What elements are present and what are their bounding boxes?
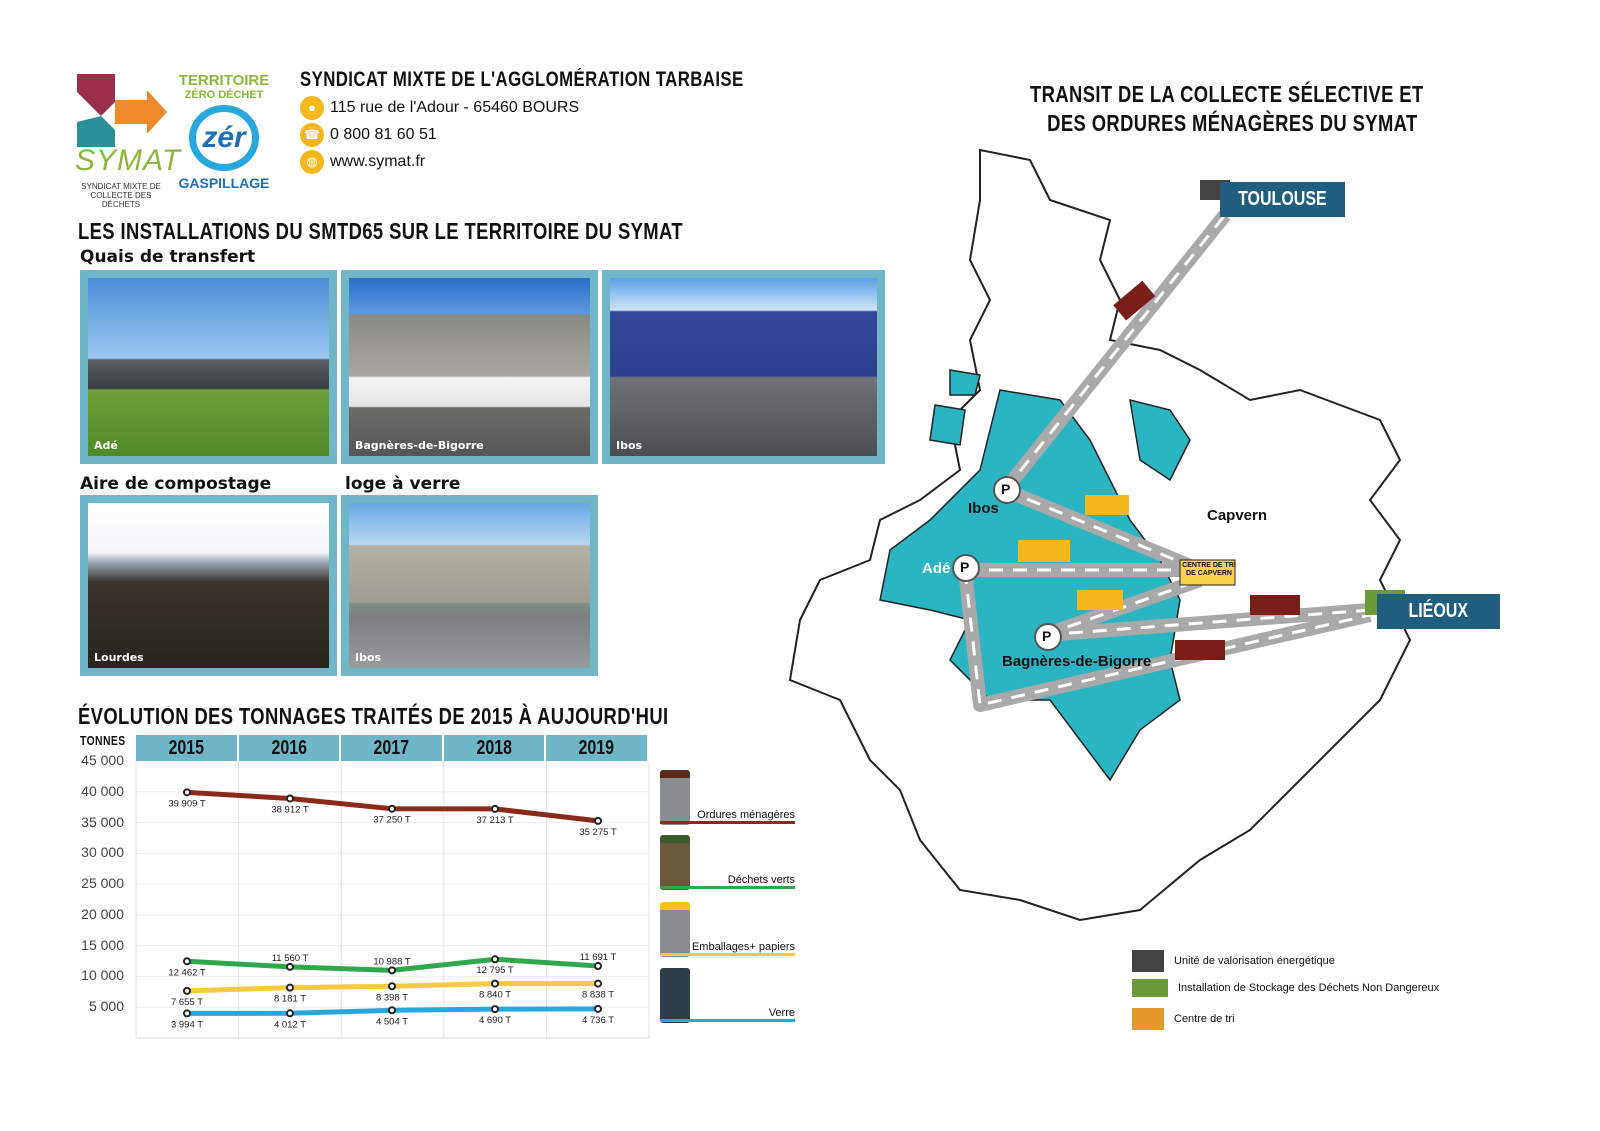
toulouse-label: TOULOUSE [1238, 188, 1327, 210]
zero-mid: ZÉRO DÉCHET [184, 89, 264, 101]
y-tick-label: 45 000 [81, 752, 124, 768]
lieoux-label: LIÉOUX [1408, 600, 1469, 622]
legend-item: Déchets verts [660, 874, 795, 889]
data-label: 8 840 T [478, 989, 512, 1001]
installations-title: LES INSTALLATIONS DU SMTD65 SUR LE TERRITOIRE DU SYMAT [78, 218, 683, 244]
y-tick-label: 10 000 [81, 967, 124, 984]
phone: 0 800 81 60 51 [330, 125, 437, 143]
legend-item: Ordures ménagères [660, 809, 795, 824]
y-tick-label: 20 000 [81, 905, 124, 922]
parking-bagneres: P [1042, 628, 1052, 644]
y-tick-label: 35 000 [81, 813, 124, 830]
data-point [184, 789, 190, 795]
zero-top: TERRITOIRE [178, 72, 270, 89]
data-point [595, 981, 601, 987]
data-label: 4 504 T [375, 1016, 409, 1028]
verre-label: loge à verre [345, 474, 461, 494]
territory-map [780, 140, 1520, 940]
zero-bottom: GASPILLAGE [178, 175, 270, 191]
sorting-center-icon [1132, 1008, 1164, 1030]
truck-icon [1250, 595, 1300, 615]
data-point [595, 963, 601, 969]
quais-label: Quais de transfert [80, 247, 256, 267]
data-point [389, 983, 395, 989]
year-label: 2017 [373, 736, 410, 759]
label-ade: Adé [922, 560, 951, 577]
legend-label: Unité de valorisation énergétique [1174, 955, 1335, 967]
map-title [1030, 80, 1424, 138]
address: 115 rue de l'Adour - 65460 BOURS [330, 98, 580, 116]
data-point [287, 985, 293, 991]
data-point [389, 967, 395, 973]
data-point [595, 1006, 601, 1012]
symat-subtitle: SYNDICAT MIXTE DE COLLECTE DES DÉCHETS [81, 182, 161, 209]
data-point [287, 1010, 293, 1016]
y-axis-label: TONNES [80, 733, 126, 748]
year-label: 2015 [168, 736, 205, 759]
data-label: 4 690 T [478, 1015, 512, 1027]
year-label: 2019 [578, 736, 615, 759]
data-point [492, 806, 498, 812]
data-label: 4 012 T [273, 1019, 307, 1031]
truck-icon [1018, 540, 1070, 562]
parking-ade: P [960, 559, 970, 575]
photo-caption: Bagnères-de-Bigorre [355, 439, 484, 452]
label-bagneres: Bagnères-de-Bigorre [1002, 653, 1152, 670]
legend-item: Emballages+ papiers [660, 941, 795, 956]
compost-label: Aire de compostage [80, 474, 272, 494]
data-label: 4 736 T [581, 1014, 615, 1026]
factory-icon [1132, 950, 1164, 972]
y-tick-label: 15 000 [81, 936, 124, 953]
y-tick-label: 40 000 [81, 782, 124, 799]
photo-caption: Lourdes [94, 651, 144, 664]
data-point [287, 964, 293, 970]
data-point [389, 806, 395, 812]
legend-item: Verre [660, 1007, 795, 1022]
landfill-icon [1132, 979, 1168, 997]
map-title-line1: TRANSIT DE LA COLLECTE SÉLECTIVE ET [1030, 81, 1424, 107]
legend-label: Installation de Stockage des Déchets Non Dangereux [1178, 982, 1440, 994]
label-centre-tri: CENTRE DE TRI DE CAPVERN [1182, 562, 1236, 577]
parking-ibos: P [1001, 481, 1011, 497]
data-label: 7 655 T [170, 996, 204, 1008]
location-pin-icon: ● [300, 96, 324, 120]
truck-icon [1085, 495, 1129, 515]
y-tick-label: 5 000 [88, 998, 124, 1015]
legend-sorting [1132, 1008, 1235, 1030]
data-point [287, 795, 293, 801]
globe-icon: ◍ [300, 150, 324, 174]
legend-label: Centre de tri [1174, 1013, 1235, 1025]
website-link[interactable]: www.symat.fr [330, 152, 426, 170]
data-label: 3 994 T [170, 1019, 204, 1031]
data-point [595, 818, 601, 824]
data-point [184, 988, 190, 994]
data-label: 12 462 T [168, 967, 206, 979]
org-name: SYNDICAT MIXTE DE L'AGGLOMÉRATION TARBAISE [300, 68, 744, 91]
data-label: 8 398 T [375, 992, 409, 1004]
truck-icon [1175, 640, 1225, 660]
data-point [184, 958, 190, 964]
data-point [492, 1006, 498, 1012]
photo-caption: Adé [94, 439, 118, 452]
label-ibos: Ibos [968, 500, 999, 517]
legend-landfill [1132, 979, 1439, 997]
year-label: 2016 [271, 736, 307, 759]
data-point [184, 1010, 190, 1016]
city-lieoux [1377, 594, 1500, 629]
data-point [492, 981, 498, 987]
zero-word: zér [202, 121, 246, 154]
data-label: 8 181 T [273, 993, 307, 1005]
truck-icon [1077, 590, 1123, 610]
data-point [389, 1007, 395, 1013]
y-tick-label: 30 000 [81, 844, 124, 861]
data-label: 12 795 T [476, 965, 514, 977]
chart-title: ÉVOLUTION DES TONNAGES TRAITÉS DE 2015 À AUJOURD'HUI [78, 703, 669, 729]
symat-wordmark: SYMAT [75, 144, 182, 177]
photo-caption: Ibos [355, 651, 382, 664]
legend-energy [1132, 950, 1335, 972]
line-chart [0, 0, 660, 1131]
data-label: 8 838 T [581, 989, 615, 1001]
data-label: 37 213 T [476, 814, 514, 826]
data-label: 38 912 T [271, 804, 309, 816]
photo-caption: Ibos [616, 439, 643, 452]
year-label: 2018 [476, 736, 512, 759]
data-label: 37 250 T [373, 814, 411, 826]
data-label: 11 560 T [271, 952, 309, 964]
y-tick-label: 25 000 [81, 875, 124, 892]
data-label: 10 988 T [373, 956, 411, 968]
phone-icon: ☎ [300, 123, 324, 147]
city-toulouse [1220, 182, 1345, 217]
data-label: 11 691 T [579, 952, 617, 964]
label-capvern: Capvern [1207, 507, 1268, 524]
map-title-line2: DES ORDURES MÉNAGÈRES DU SYMAT [1047, 110, 1418, 136]
data-point [492, 956, 498, 962]
data-label: 39 909 T [168, 798, 206, 810]
data-label: 35 275 T [579, 826, 617, 838]
